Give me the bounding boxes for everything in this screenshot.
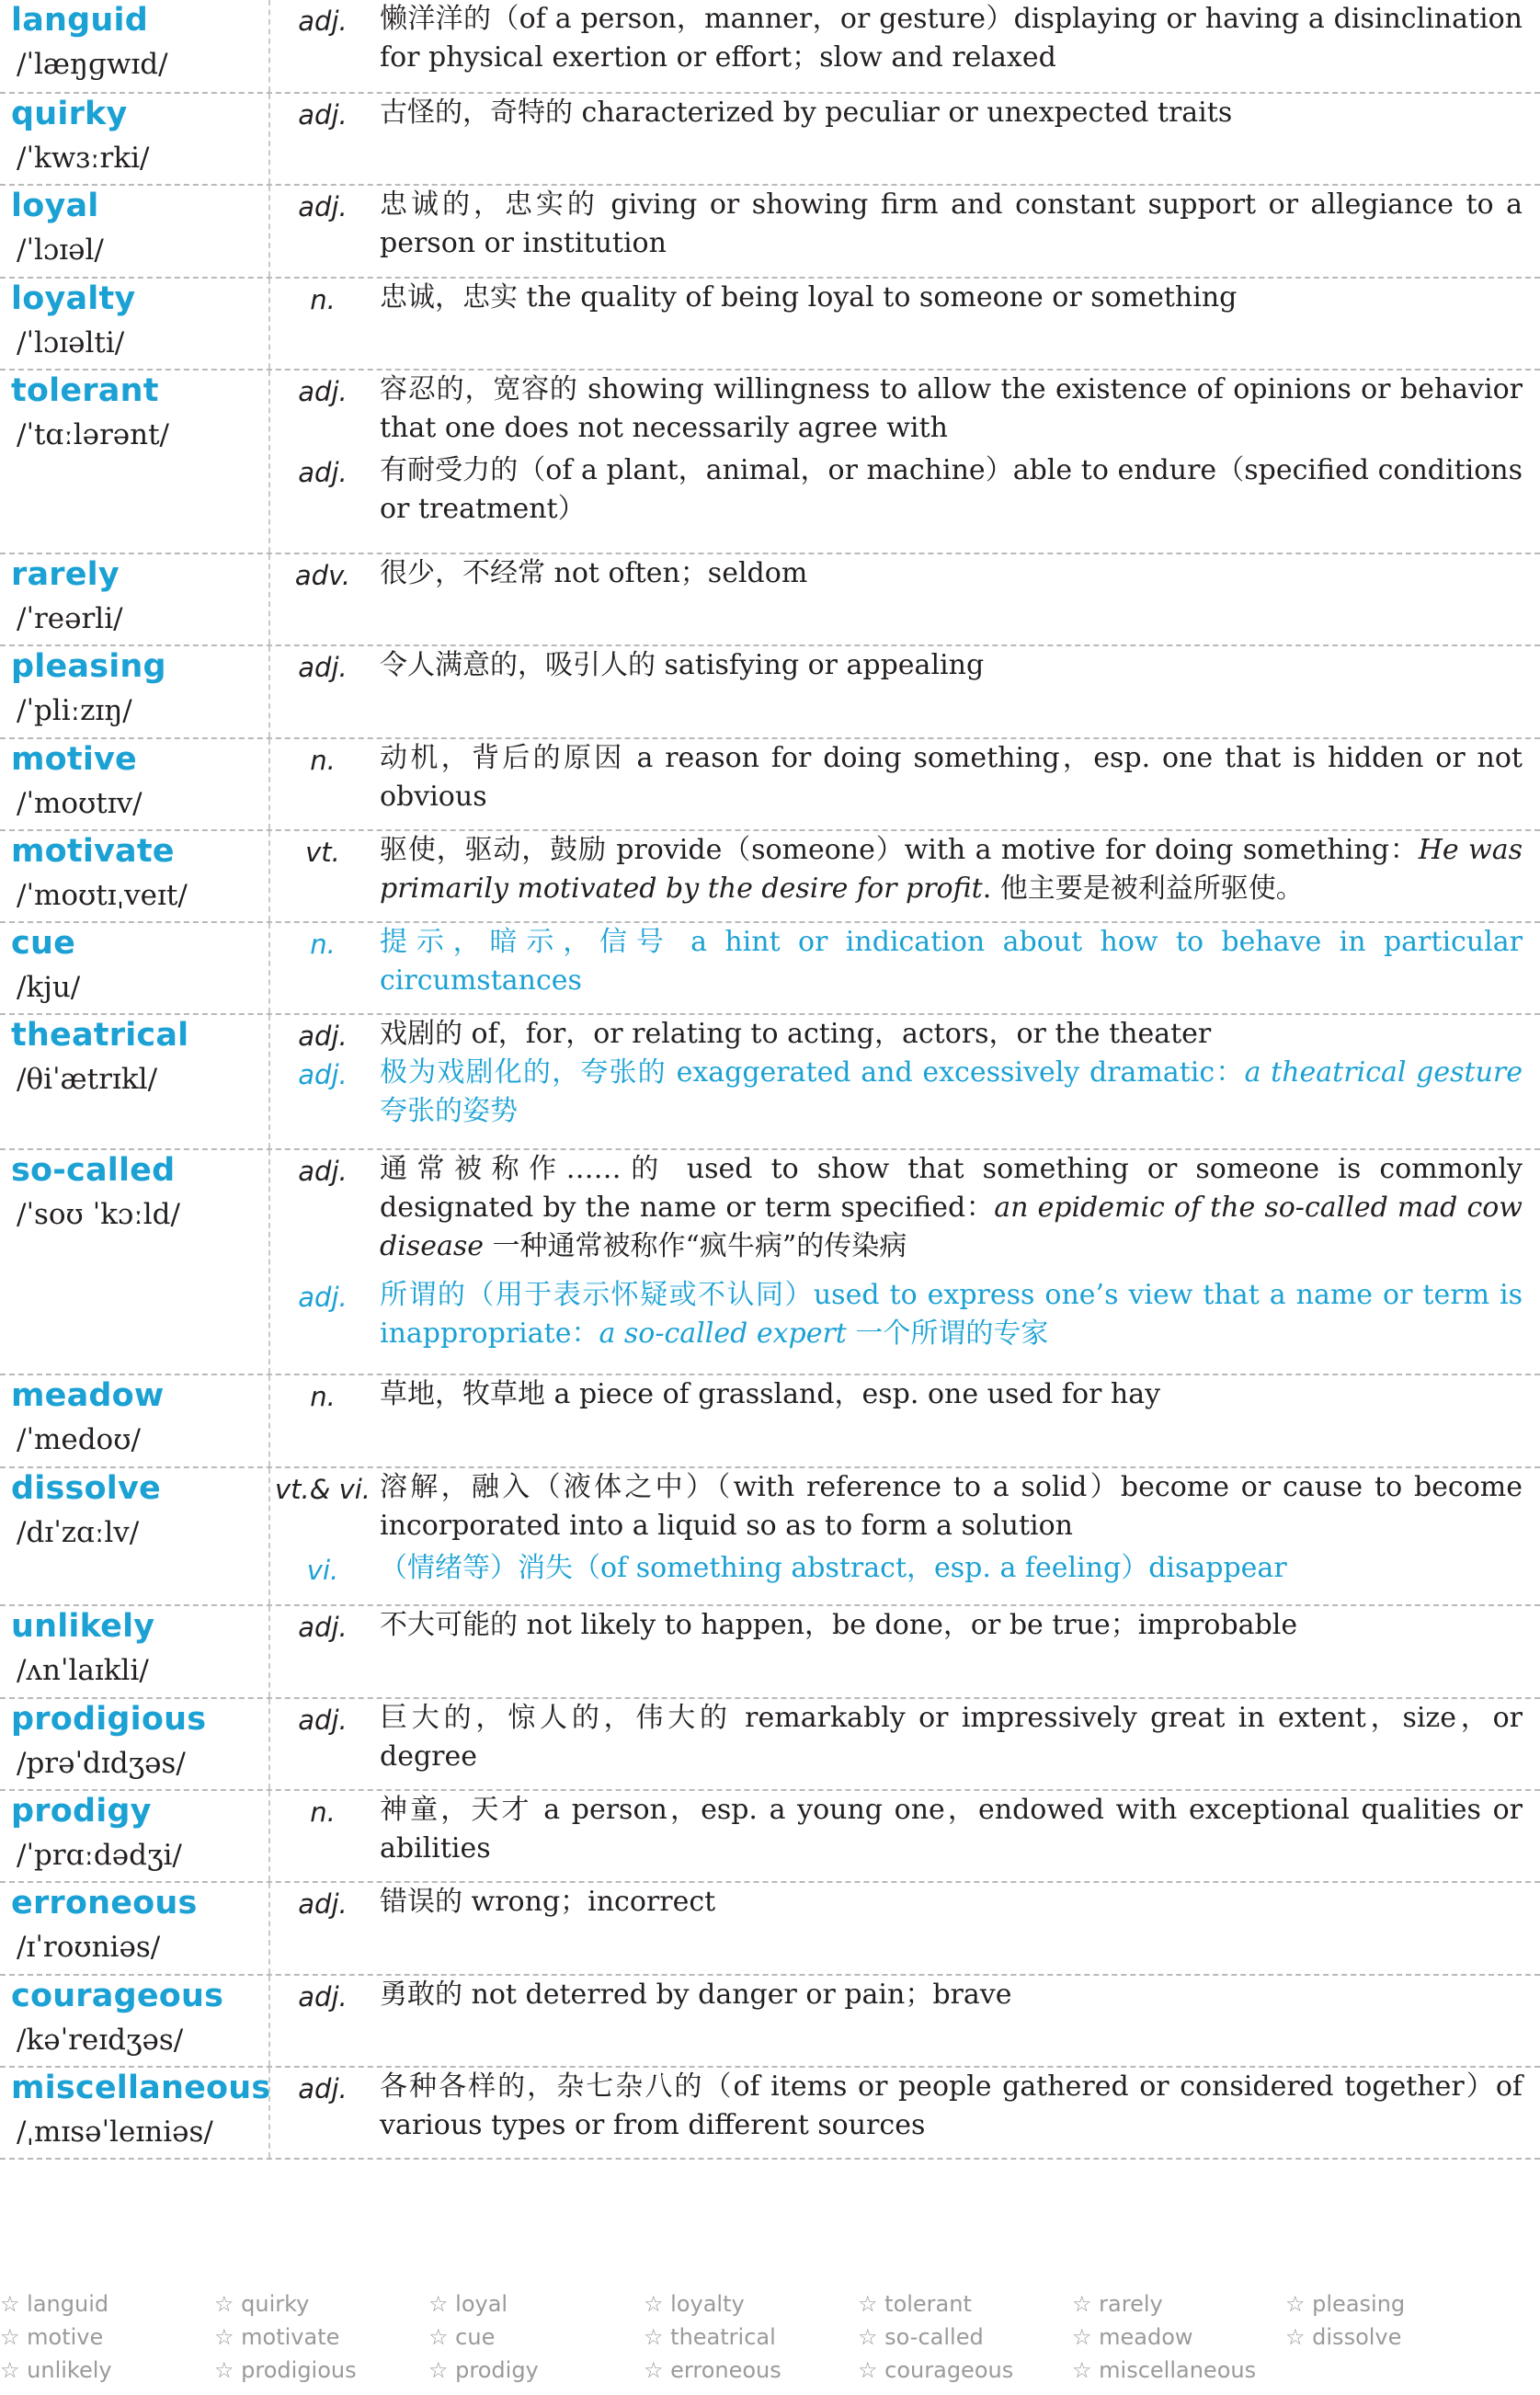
- star-list-item[interactable]: [1072, 2324, 1193, 2350]
- star-list-word: unlikely: [27, 2357, 112, 2383]
- definition-text: 动机，背后的原因 a reason for doing something，esp. one that is hidden or not obvious: [380, 742, 1523, 813]
- definition: [380, 1549, 1523, 1588]
- star-icon: ☆: [1072, 2357, 1092, 2383]
- phonetic: /ˈmoʊtɪv/: [17, 787, 143, 820]
- entry-row-erroneous: [0, 1883, 1540, 1976]
- part-of-speech: vt.& vi.: [274, 1474, 371, 1505]
- column-divider: [268, 1699, 270, 1789]
- definition: [380, 1699, 1523, 1776]
- star-list-item[interactable]: [0, 2357, 112, 2383]
- headword: tolerant: [11, 372, 159, 409]
- star-icon: ☆: [428, 2357, 449, 2383]
- definition-text: 一种通常被称作“疯牛病”的传染病: [483, 1230, 907, 1262]
- part-of-speech: n.: [310, 929, 336, 960]
- entry-row-dissolve: [0, 1468, 1540, 1606]
- headword: pleasing: [11, 648, 166, 685]
- entry-row-prodigy: [0, 1791, 1540, 1883]
- part-of-speech: adv.: [294, 560, 351, 591]
- definition-text: 戏剧的 of，for，or relating to acting，actors，or the theater: [380, 1018, 1212, 1050]
- part-of-speech: adj.: [298, 652, 348, 683]
- phonetic: /ˈreərli/: [17, 602, 123, 635]
- definition-text: 通常被称作……的 used to show that something or someone is commonly designated by the name or term specified：: [380, 1153, 1523, 1224]
- definition: [380, 0, 1523, 77]
- definition-text: 各种各样的，杂七杂八的（of items or people gathered or considered together）of various types or from different sources: [380, 2070, 1523, 2141]
- column-divider: [268, 186, 270, 277]
- example-text: a so-called expert: [599, 1317, 847, 1350]
- star-list-item[interactable]: [644, 2357, 781, 2383]
- star-list-item[interactable]: [1072, 2357, 1256, 2383]
- column-divider: [268, 1468, 270, 1604]
- headword: prodigious: [11, 1701, 207, 1738]
- phonetic: /prəˈdɪdʒəs/: [17, 1747, 186, 1780]
- definition-text: 夸张的姿势: [380, 1095, 518, 1127]
- star-list-item[interactable]: [1072, 2291, 1163, 2317]
- entry-row-miscellaneous: [0, 2068, 1540, 2160]
- column-divider: [268, 1375, 270, 1466]
- column-divider: [268, 831, 270, 921]
- star-icon: ☆: [858, 2291, 878, 2317]
- part-of-speech: n.: [310, 1796, 336, 1828]
- star-list-item[interactable]: [644, 2291, 745, 2317]
- part-of-speech: adj.: [298, 1888, 348, 1920]
- phonetic: /ˈprɑːdədʒi/: [17, 1839, 182, 1872]
- star-list-item[interactable]: [858, 2291, 972, 2317]
- column-divider: [268, 739, 270, 829]
- definition: [380, 1883, 1523, 1922]
- star-icon: ☆: [858, 2324, 878, 2350]
- definition-text: 提示，暗示，信号 a hint or indication about how to behave in particular circumstances: [380, 926, 1523, 997]
- definition: [380, 831, 1523, 908]
- column-divider: [268, 923, 270, 1013]
- headword: theatrical: [11, 1017, 189, 1054]
- part-of-speech: adj.: [298, 1612, 348, 1643]
- star-list-item[interactable]: [1285, 2291, 1405, 2317]
- phonetic: /kju/: [17, 971, 81, 1004]
- headword: cue: [11, 925, 76, 962]
- entry-row-loyal: [0, 186, 1540, 279]
- star-list-item[interactable]: [0, 2291, 108, 2317]
- star-icon: ☆: [644, 2324, 664, 2350]
- review-word-list: [0, 2291, 1540, 2395]
- headword: rarely: [11, 556, 120, 593]
- star-list-item[interactable]: [428, 2291, 508, 2317]
- definition: [380, 1375, 1523, 1414]
- column-divider: [268, 646, 270, 737]
- headword: loyal: [11, 188, 99, 224]
- entry-row-tolerant: [0, 371, 1540, 554]
- definition-text: 错误的 wrong；incorrect: [380, 1886, 716, 1918]
- star-list-word: loyal: [455, 2291, 508, 2317]
- star-list-word: loyalty: [670, 2291, 745, 2317]
- star-list-word: prodigious: [241, 2357, 357, 2383]
- definition-text: 驱使，驱动，鼓励 provide（someone）with a motive for doing something：: [380, 834, 1419, 866]
- entry-row-motive: [0, 739, 1540, 831]
- headword: courageous: [11, 1978, 224, 2014]
- star-list-item[interactable]: [644, 2324, 776, 2350]
- part-of-speech: adj.: [298, 1981, 348, 2013]
- definition: [380, 554, 1523, 593]
- example-text: a theatrical gesture: [1244, 1056, 1523, 1089]
- entry-row-motivate: [0, 831, 1540, 923]
- star-list-item[interactable]: [428, 2357, 539, 2383]
- headword: quirky: [11, 96, 128, 132]
- phonetic: /ˈtɑːlərənt/: [17, 418, 170, 451]
- definition-text: 古怪的，奇特的 characterized by peculiar or unexpected traits: [380, 97, 1233, 129]
- definition: [380, 739, 1523, 816]
- entry-row-quirky: [0, 94, 1540, 186]
- part-of-speech: adj.: [298, 191, 348, 222]
- phonetic: /ˈmoʊtɪˌveɪt/: [17, 879, 188, 912]
- star-icon: ☆: [1285, 2291, 1306, 2317]
- star-icon: ☆: [1285, 2324, 1306, 2350]
- part-of-speech: adj.: [298, 1705, 348, 1736]
- headword: loyalty: [11, 280, 136, 317]
- definition-text: 令人满意的，吸引人的 satisfying or appealing: [380, 649, 985, 681]
- phonetic: /ˌmɪsəˈleɪniəs/: [17, 2116, 213, 2149]
- column-divider: [268, 1883, 270, 1974]
- example-text: He was primarily motivated by the desire for profit: [380, 834, 1523, 905]
- part-of-speech: adj.: [298, 2073, 348, 2104]
- star-list-word: pleasing: [1312, 2291, 1406, 2317]
- entry-row-languid: [0, 0, 1540, 94]
- definition-text: 巨大的，惊人的，伟大的 remarkably or impressively great in extent，size，or degree: [380, 1702, 1523, 1773]
- example-text: an epidemic of the so-called mad cow disease: [380, 1192, 1523, 1262]
- definition-text: 不大可能的 not likely to happen，be done，or be true；improbable: [380, 1609, 1298, 1641]
- entry-row-so-called: [0, 1150, 1540, 1375]
- definition-text: 草地，牧草地 a piece of grassland，esp. one used for hay: [380, 1378, 1161, 1410]
- headword: prodigy: [11, 1793, 152, 1830]
- definition-text: 容忍的，宽容的 showing willingness to allow the existence of opinions or behavior that one does not necessarily agree with: [380, 373, 1523, 444]
- entry-row-cue: [0, 923, 1540, 1015]
- part-of-speech: adj.: [298, 6, 348, 37]
- definition-text: 溶解，融入（液体之中）（with reference to a solid）become or cause to become incorporated into a liquid so as to form a solution: [380, 1471, 1523, 1542]
- definition-text: 所谓的（用于表示怀疑或不认同）used to express one’s view that a name or term is inappropriate：: [380, 1279, 1523, 1350]
- phonetic: /kəˈreɪdʒəs/: [17, 2024, 184, 2057]
- star-icon: ☆: [0, 2357, 20, 2383]
- star-icon: ☆: [214, 2291, 234, 2317]
- star-icon: ☆: [1072, 2291, 1092, 2317]
- phonetic: /dɪˈzɑːlv/: [17, 1516, 140, 1549]
- headword: meadow: [11, 1377, 165, 1414]
- star-icon: ☆: [428, 2291, 449, 2317]
- part-of-speech: n.: [310, 1381, 336, 1412]
- definition-text: 忠诚的，忠实的 giving or showing firm and constant support or allegiance to a person or institution: [380, 188, 1523, 259]
- column-divider: [268, 279, 270, 369]
- definition: [380, 1150, 1523, 1266]
- star-list-item[interactable]: [214, 2324, 339, 2350]
- part-of-speech: n.: [310, 284, 336, 315]
- star-list-item[interactable]: [858, 2357, 1013, 2383]
- phonetic: /ˈkwɜːrki/: [17, 142, 150, 175]
- entry-row-rarely: [0, 554, 1540, 646]
- phonetic: /ˈlɔɪəlti/: [17, 326, 125, 359]
- headword: motivate: [11, 833, 175, 870]
- star-list-word: so-called: [884, 2324, 984, 2350]
- headword: dissolve: [11, 1470, 161, 1507]
- part-of-speech: adj.: [298, 376, 348, 407]
- entry-row-unlikely: [0, 1606, 1540, 1699]
- definition-text: 有耐受力的（of a plant，animal，or machine）able to endure（specified conditions or treatment）: [380, 454, 1523, 525]
- part-of-speech: vi.: [306, 1555, 339, 1586]
- star-list-word: prodigy: [455, 2357, 539, 2383]
- definition-text: 极为戏剧化的，夸张的 exaggerated and excessively dramatic：: [380, 1056, 1245, 1089]
- star-list-word: dissolve: [1312, 2324, 1402, 2350]
- star-list-word: miscellaneous: [1099, 2357, 1257, 2383]
- headword: unlikely: [11, 1608, 155, 1645]
- part-of-speech: adj.: [298, 457, 348, 488]
- definition: [380, 2068, 1523, 2145]
- definition: [380, 1976, 1523, 2014]
- star-list-word: courageous: [884, 2357, 1014, 2383]
- definition: [380, 923, 1523, 1000]
- definition: [380, 1015, 1523, 1054]
- star-icon: ☆: [644, 2291, 664, 2317]
- definition-text: （情绪等）消失（of something abstract，esp. a feeling）disappear: [380, 1552, 1287, 1584]
- definition-text: 懒洋洋的（of a person，manner，or gesture）displaying or having a disinclination for physical exertion or effort；slow and relaxed: [380, 3, 1523, 74]
- entry-row-courageous: [0, 1976, 1540, 2068]
- column-divider: [268, 1150, 270, 1374]
- definition: [380, 1606, 1523, 1645]
- star-list-word: erroneous: [670, 2357, 781, 2383]
- star-icon: ☆: [214, 2357, 234, 2383]
- column-divider: [268, 1791, 270, 1881]
- star-list-word: tolerant: [884, 2291, 972, 2317]
- headword: motive: [11, 741, 137, 778]
- headword: languid: [11, 2, 148, 39]
- column-divider: [268, 1606, 270, 1697]
- headword: erroneous: [11, 1885, 198, 1922]
- star-list-word: quirky: [241, 2291, 310, 2317]
- star-icon: ☆: [214, 2324, 234, 2350]
- star-list-word: motive: [27, 2324, 104, 2350]
- star-list-item[interactable]: [214, 2357, 357, 2383]
- definition: [380, 451, 1523, 529]
- part-of-speech: adj.: [298, 99, 348, 131]
- part-of-speech: vt.: [305, 837, 340, 868]
- phonetic: /θiˈætrɪkl/: [17, 1063, 158, 1096]
- phonetic: /ˈmedoʊ/: [17, 1423, 141, 1456]
- definition-text: 勇敢的 not deterred by danger or pain；brave: [380, 1979, 1012, 2011]
- definition-text: . 他主要是被利益所驱使。: [982, 872, 1304, 905]
- phonetic: /ʌnˈlaɪkli/: [17, 1654, 149, 1687]
- entry-row-prodigious: [0, 1699, 1540, 1791]
- part-of-speech: adj.: [298, 1156, 348, 1187]
- star-icon: ☆: [644, 2357, 664, 2383]
- entry-row-loyalty: [0, 279, 1540, 371]
- definition: [380, 646, 1523, 685]
- column-divider: [268, 1976, 270, 2066]
- star-list-item[interactable]: [428, 2324, 495, 2350]
- star-icon: ☆: [1072, 2324, 1092, 2350]
- column-divider: [268, 0, 270, 92]
- definition: [380, 186, 1523, 263]
- star-list-item[interactable]: [0, 2324, 103, 2350]
- definition-text: 一个所谓的专家: [846, 1317, 1049, 1350]
- star-list-item[interactable]: [858, 2324, 984, 2350]
- column-divider: [268, 371, 270, 553]
- phonetic: /ˈlɔɪəl/: [17, 234, 104, 267]
- headword: miscellaneous: [11, 2070, 271, 2106]
- entry-row-theatrical: [0, 1015, 1540, 1150]
- star-list-item[interactable]: [1285, 2324, 1401, 2350]
- star-list-word: rarely: [1099, 2291, 1163, 2317]
- star-icon: ☆: [0, 2291, 20, 2317]
- star-list-word: meadow: [1099, 2324, 1193, 2350]
- definition: [380, 279, 1523, 317]
- definition: [380, 1468, 1523, 1545]
- phonetic: /ˈlæŋɡwɪd/: [17, 48, 168, 81]
- column-divider: [268, 1015, 270, 1148]
- definition: [380, 371, 1523, 448]
- part-of-speech: adj.: [298, 1059, 348, 1090]
- entry-row-meadow: [0, 1375, 1540, 1468]
- column-divider: [268, 94, 270, 184]
- definition-text: 很少，不经常 not often；seldom: [380, 557, 808, 589]
- star-list-word: theatrical: [670, 2324, 776, 2350]
- star-icon: ☆: [858, 2357, 878, 2383]
- part-of-speech: n.: [310, 745, 336, 776]
- star-icon: ☆: [0, 2324, 20, 2350]
- definition-text: 神童，天才 a person，esp. a young one，endowed with exceptional qualities or abilities: [380, 1794, 1523, 1865]
- star-icon: ☆: [428, 2324, 449, 2350]
- star-list-item[interactable]: [214, 2291, 309, 2317]
- definition: [380, 1791, 1523, 1868]
- part-of-speech: adj.: [298, 1282, 348, 1313]
- phonetic: /ɪˈroʊniəs/: [17, 1931, 161, 1964]
- definition: [380, 1276, 1523, 1353]
- entry-row-pleasing: [0, 646, 1540, 739]
- definition: [380, 94, 1523, 132]
- column-divider: [268, 554, 270, 644]
- star-list-word: cue: [455, 2324, 496, 2350]
- definition: [380, 1054, 1523, 1131]
- star-list-word: motivate: [241, 2324, 340, 2350]
- phonetic: /ˈpliːzɪŋ/: [17, 694, 132, 727]
- part-of-speech: adj.: [298, 1021, 348, 1052]
- phonetic: /ˈsoʊ ˈkɔːld/: [17, 1198, 180, 1231]
- headword: so-called: [11, 1152, 176, 1189]
- definition-text: 忠诚，忠实 the quality of being loyal to someone or something: [380, 281, 1238, 314]
- star-list-word: languid: [27, 2291, 109, 2317]
